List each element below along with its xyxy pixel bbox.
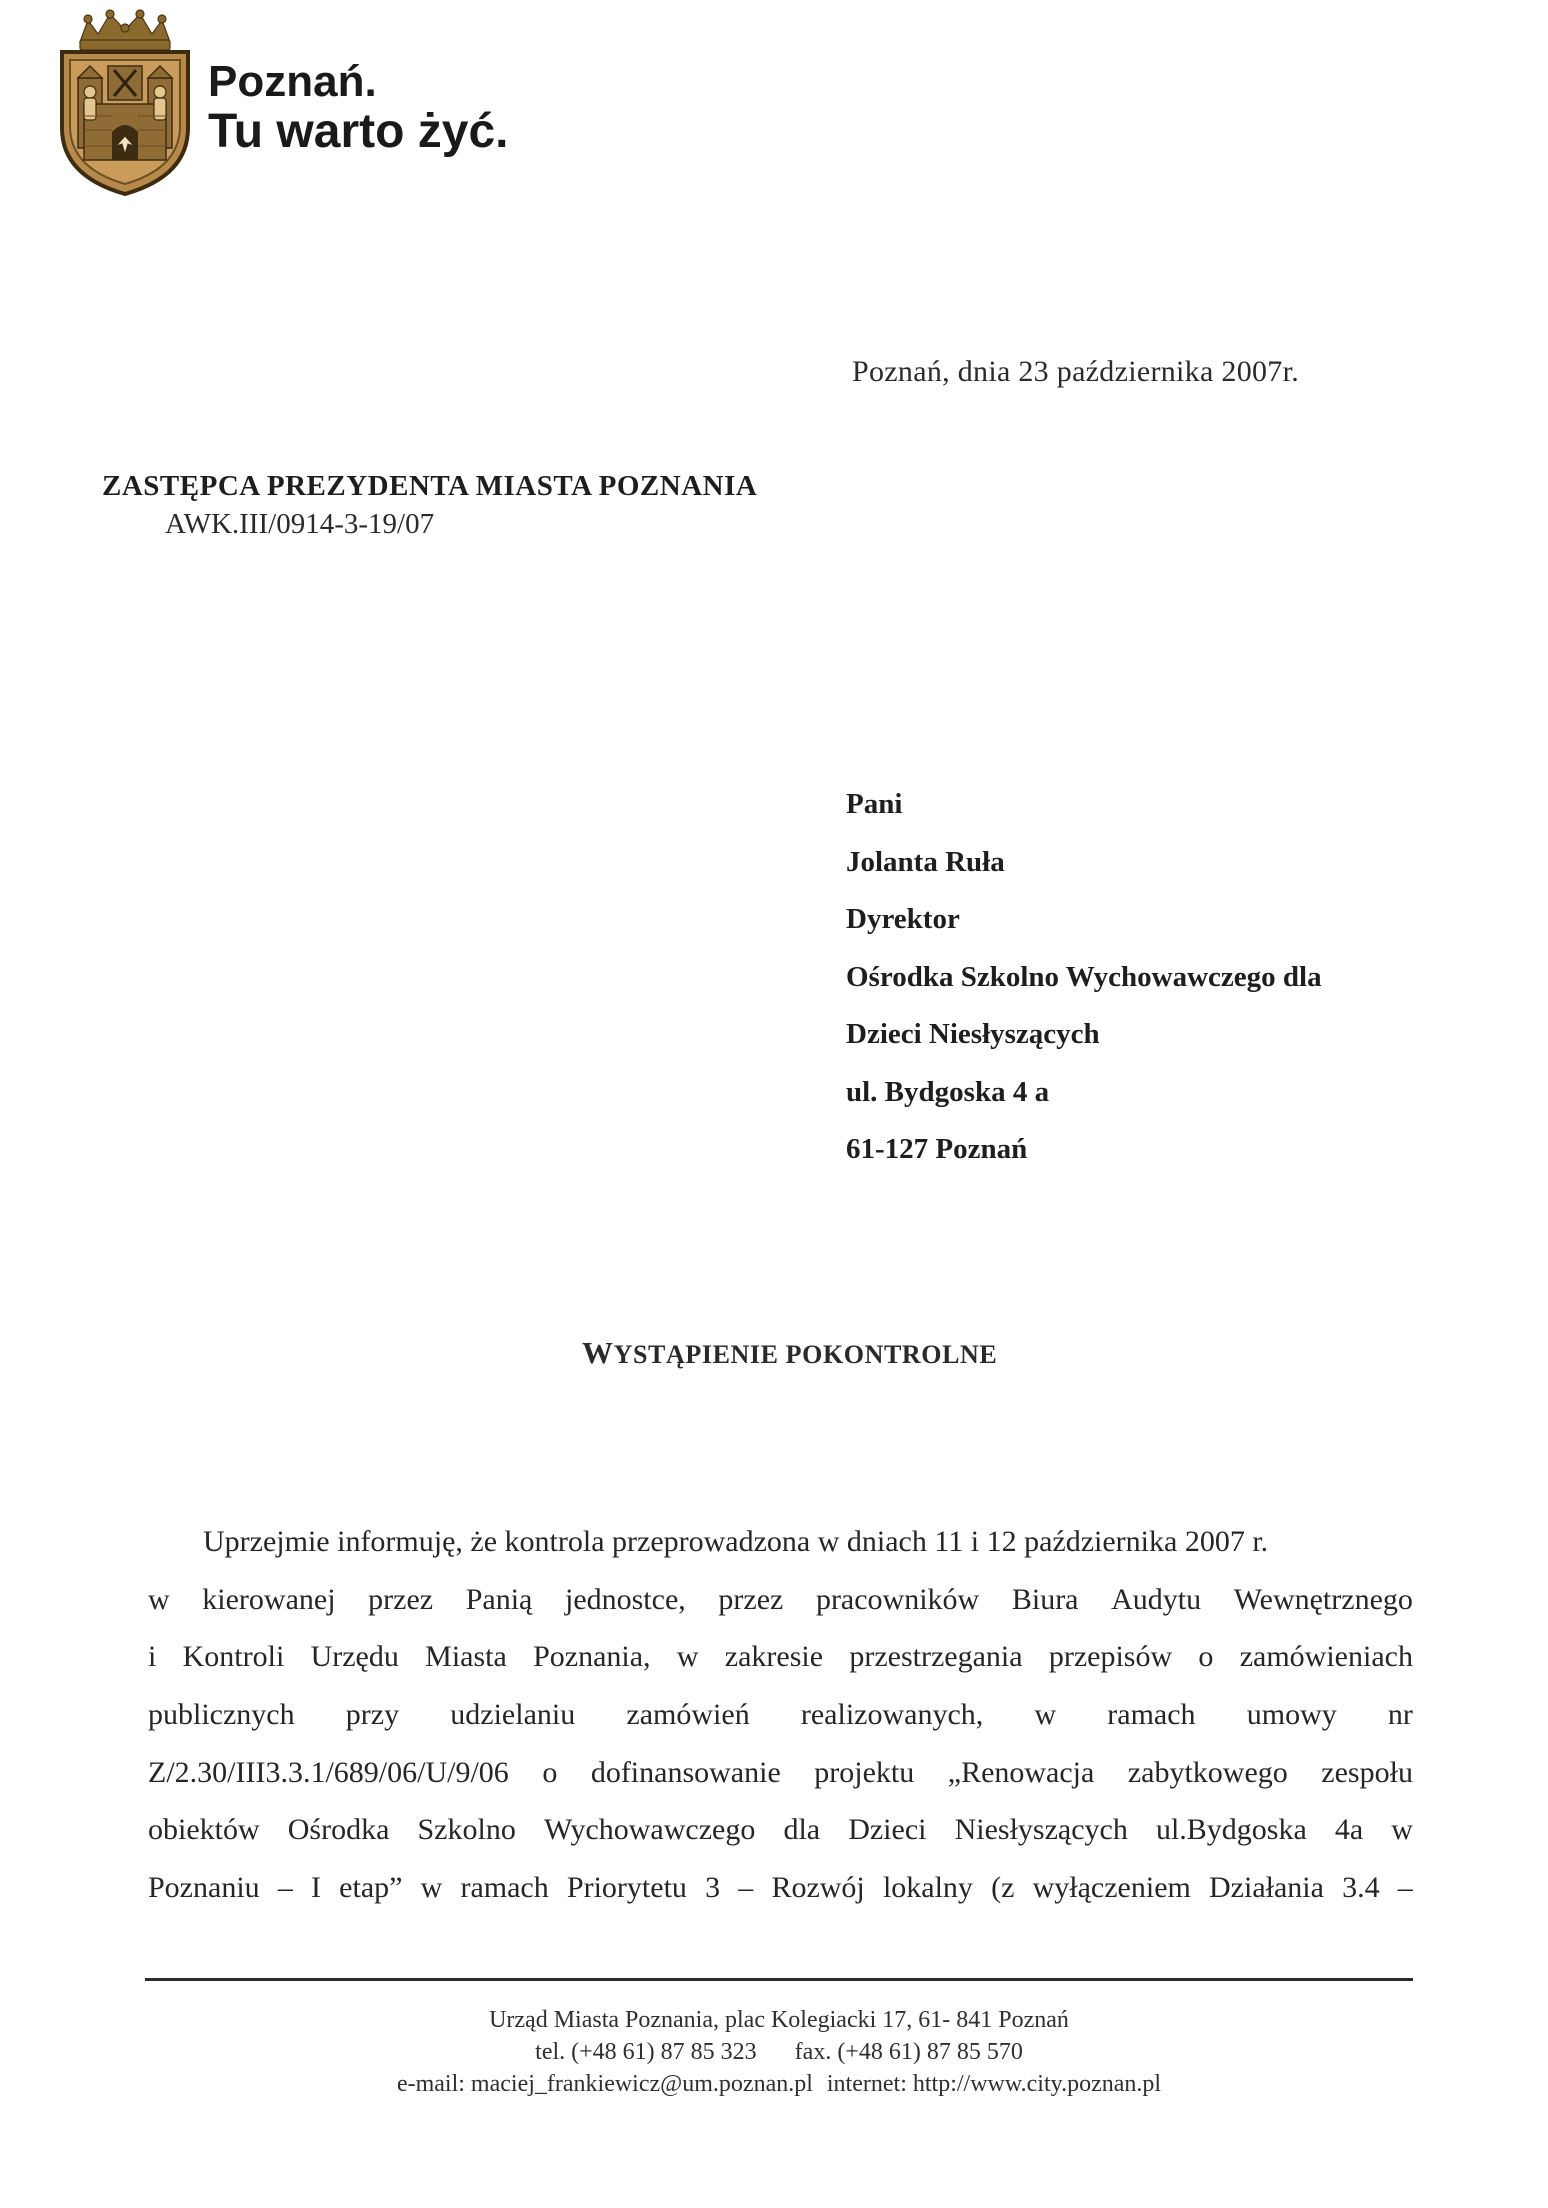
body-word: dla bbox=[783, 1813, 821, 1847]
body-word: dofinansowanie bbox=[590, 1755, 781, 1789]
body-word: (z bbox=[991, 1871, 1015, 1905]
body-word: zamówień bbox=[626, 1698, 750, 1732]
body-line bbox=[148, 1686, 1413, 1744]
body-word: Ośrodka bbox=[287, 1813, 390, 1847]
footer-internet: internet: http://www.city.poznan.pl bbox=[826, 2071, 1162, 2097]
body-word: przestrzegania bbox=[849, 1640, 1023, 1674]
footer bbox=[145, 2004, 1413, 2100]
document-title-initial: W bbox=[582, 1335, 614, 1370]
body-word: Panią bbox=[465, 1582, 533, 1616]
body-word: 3.4 bbox=[1342, 1871, 1380, 1905]
addressee-line: 61-127 Poznań bbox=[846, 1133, 1028, 1165]
addressee-line: Dzieci Niesłyszących bbox=[846, 1018, 1100, 1050]
body-word: o bbox=[542, 1755, 558, 1789]
body-word: zamówieniach bbox=[1239, 1640, 1413, 1674]
reference-number: AWK.III/0914-3-19/07 bbox=[165, 508, 435, 540]
body-word: Poznaniu bbox=[148, 1871, 260, 1905]
body-word: kierowanej bbox=[202, 1582, 336, 1616]
body-word: Biura bbox=[1011, 1582, 1079, 1616]
body-word: Dzieci bbox=[848, 1813, 927, 1847]
body-word: Wewnętrznego bbox=[1233, 1582, 1413, 1616]
addressee-block bbox=[846, 776, 1322, 1179]
letter-date: Poznań, dnia 23 października 2007r. bbox=[852, 355, 1300, 388]
body-word: – bbox=[1397, 1871, 1413, 1905]
body-word: 3 bbox=[705, 1871, 721, 1905]
body-word: przez bbox=[718, 1582, 784, 1616]
body-word: wyłączeniem bbox=[1032, 1871, 1191, 1905]
body-word: projektu bbox=[814, 1755, 915, 1789]
addressee-line: Jolanta Ruła bbox=[846, 845, 1005, 878]
body-word: Wychowawczego bbox=[543, 1813, 756, 1847]
brand-city-name: Poznań. bbox=[208, 57, 377, 106]
body-word: w bbox=[1034, 1698, 1057, 1732]
body-word: w bbox=[1391, 1813, 1413, 1847]
body-word: pracowników bbox=[815, 1582, 980, 1616]
body-word: Kontroli bbox=[182, 1640, 285, 1674]
body-word: w bbox=[676, 1640, 699, 1674]
body-line bbox=[148, 1801, 1413, 1859]
footer-email: e-mail: maciej_frankiewicz@um.poznan.pl bbox=[396, 2071, 813, 2097]
addressee-line: ul. Bydgoska 4 a bbox=[846, 1075, 1050, 1108]
body-word: umowy bbox=[1246, 1698, 1337, 1732]
body-word: I bbox=[311, 1871, 321, 1905]
body-word: przy bbox=[345, 1698, 400, 1732]
body-word: – bbox=[738, 1871, 754, 1905]
body-line bbox=[148, 1859, 1413, 1917]
body-word: w bbox=[148, 1582, 170, 1616]
body-word: obiektów bbox=[148, 1813, 260, 1847]
document-title-rest: YSTĄPIENIE POKONTROLNE bbox=[613, 1340, 998, 1369]
footer-fax: fax. (+48 61) 87 85 570 bbox=[794, 2039, 1023, 2065]
body-word: przepisów bbox=[1048, 1640, 1173, 1674]
body-word: Priorytetu bbox=[566, 1871, 687, 1905]
body-word: Szkolno bbox=[417, 1813, 516, 1847]
body-word: – bbox=[277, 1871, 293, 1905]
footer-divider bbox=[145, 1978, 1413, 1981]
body-word: udzielaniu bbox=[450, 1698, 576, 1732]
addressee-line: Dyrektor bbox=[846, 903, 960, 935]
body-word: ul.Bydgoska bbox=[1155, 1813, 1307, 1847]
brand-tagline: Tu warto żyć. bbox=[208, 105, 509, 158]
body-word: publicznych bbox=[148, 1698, 295, 1732]
body-word: ramach bbox=[460, 1871, 549, 1905]
issuer-title: ZASTĘPCA PREZYDENTA MIASTA POZNANIA bbox=[102, 470, 758, 502]
body-word: etap” bbox=[339, 1871, 403, 1905]
body-word: ramach bbox=[1107, 1698, 1196, 1732]
body-word: Miasta bbox=[425, 1640, 507, 1674]
body-word: Z/2.30/III3.3.1/689/06/U/9/06 bbox=[148, 1755, 509, 1789]
body-word: zabytkowego bbox=[1127, 1755, 1288, 1789]
body-word: i bbox=[148, 1640, 157, 1674]
body-word: Poznania, bbox=[533, 1640, 651, 1674]
body-line: Uprzejmie informuję, że kontrola przeprowadzona w dniach 11 i 12 października 2007 r. bbox=[203, 1525, 1269, 1558]
letter-body bbox=[148, 1513, 1413, 1917]
footer-address: Urząd Miasta Poznania, plac Kolegiacki 17, 61- 841 Poznań bbox=[489, 2007, 1069, 2033]
body-word: o bbox=[1198, 1640, 1214, 1674]
body-word: w bbox=[420, 1871, 443, 1905]
addressee-line: Ośrodka Szkolno Wychowawczego dla bbox=[846, 960, 1322, 993]
body-word: 4a bbox=[1334, 1813, 1364, 1847]
footer-contacts bbox=[145, 2068, 1413, 2100]
body-word: jednostce, bbox=[564, 1582, 686, 1616]
body-word: lokalny bbox=[882, 1871, 973, 1905]
body-word: Działania bbox=[1209, 1871, 1324, 1905]
body-line bbox=[148, 1628, 1413, 1686]
body-line bbox=[148, 1744, 1413, 1802]
footer-phones bbox=[145, 2036, 1413, 2068]
document-title bbox=[582, 1335, 997, 1371]
addressee-line: Pani bbox=[846, 788, 903, 820]
body-word: „Renowacja bbox=[947, 1755, 1095, 1789]
body-word: Niesłyszących bbox=[954, 1813, 1128, 1847]
body-word: zakresie bbox=[724, 1640, 824, 1674]
body-word: nr bbox=[1387, 1698, 1413, 1732]
poznan-coat-of-arms-icon bbox=[58, 8, 193, 198]
body-word: Audytu bbox=[1111, 1582, 1202, 1616]
body-word: Urzędu bbox=[310, 1640, 399, 1674]
body-line bbox=[148, 1571, 1413, 1629]
footer-tel: tel. (+48 61) 87 85 323 bbox=[535, 2039, 757, 2065]
body-word: przez bbox=[368, 1582, 434, 1616]
body-word: realizowanych, bbox=[800, 1698, 984, 1732]
body-word: Rozwój bbox=[771, 1871, 865, 1905]
body-word: zespołu bbox=[1321, 1755, 1413, 1789]
brand-slogan bbox=[208, 57, 509, 158]
